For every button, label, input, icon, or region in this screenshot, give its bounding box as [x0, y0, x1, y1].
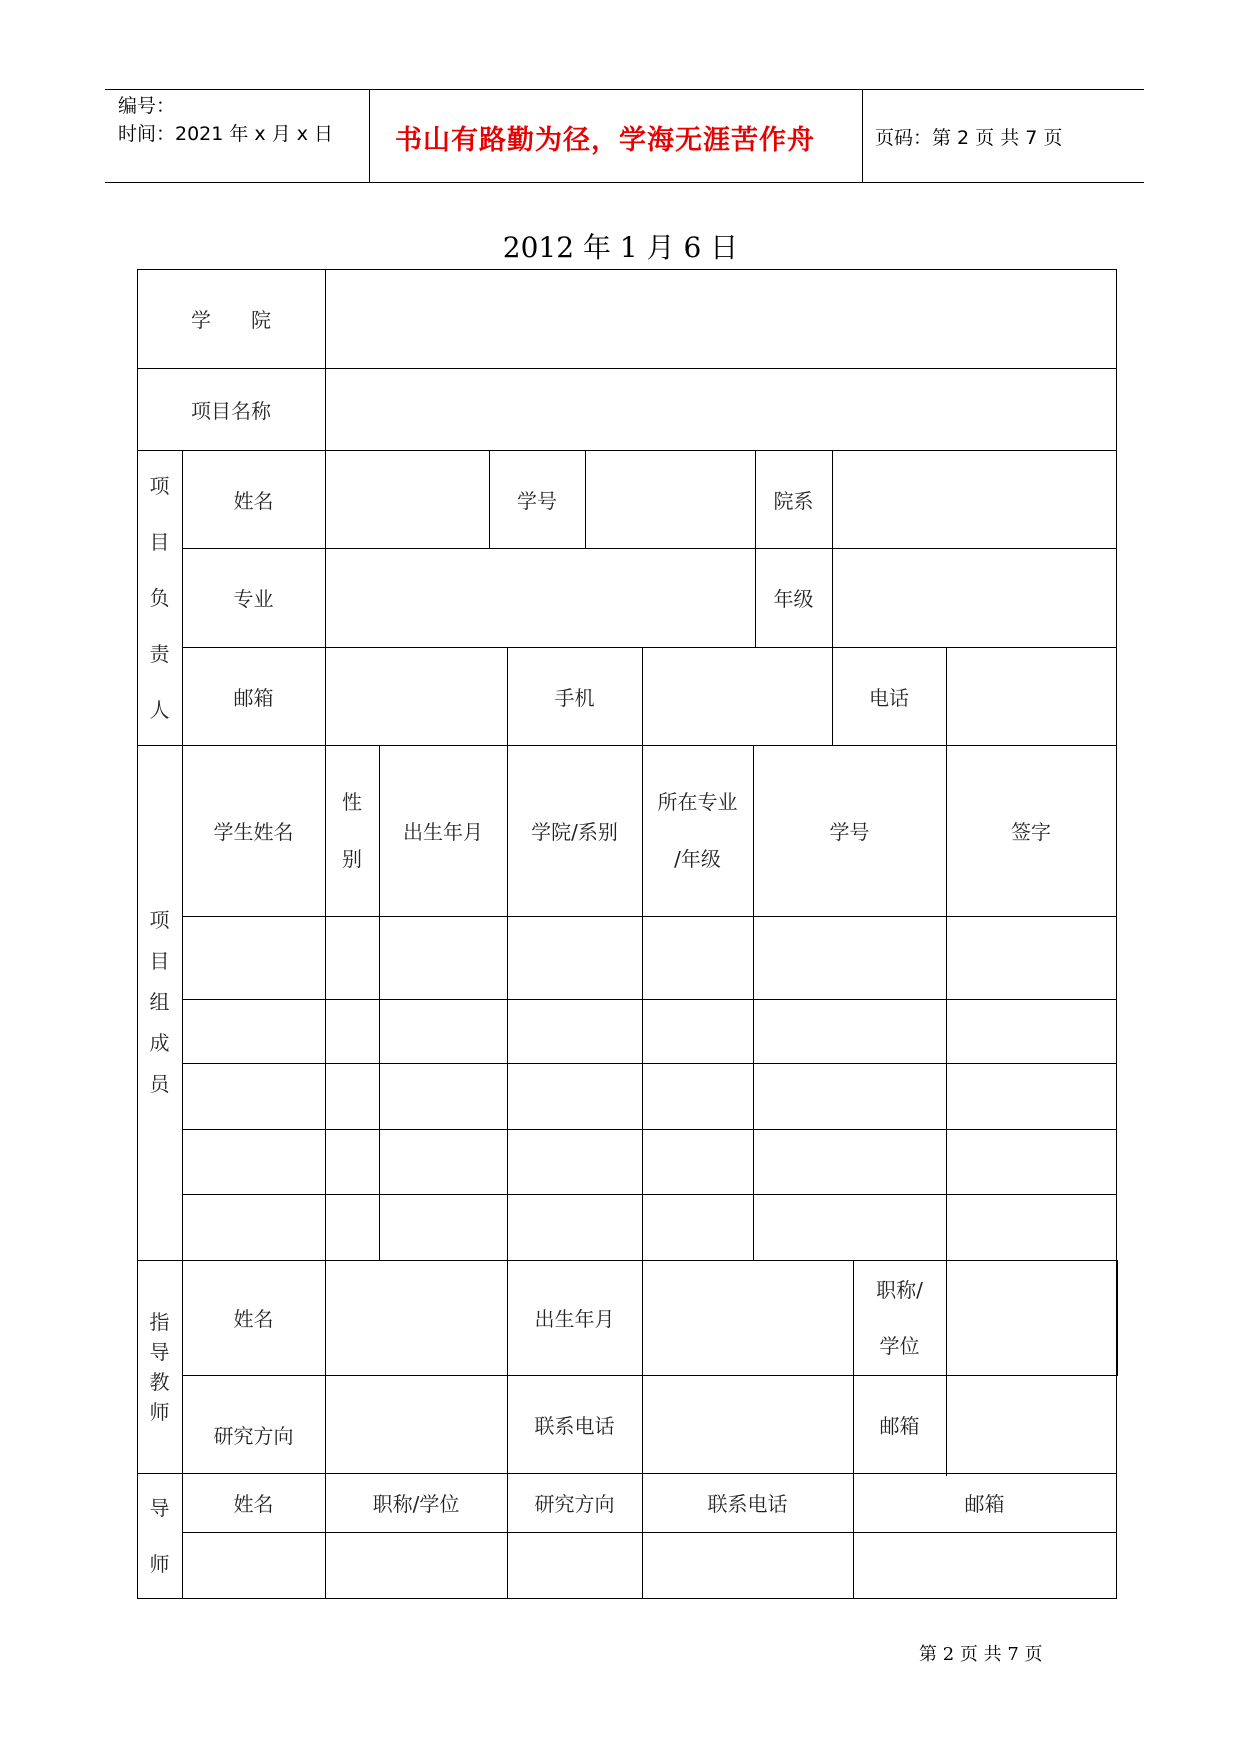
leader-group-char: 责 [149, 641, 170, 666]
leader-group-char: 人 [149, 697, 170, 722]
leader-major-label: 专业 [233, 587, 274, 611]
leader-grade-field[interactable] [833, 549, 1116, 647]
leader-mobile-field[interactable] [643, 648, 832, 745]
advisor-contact-label: 联系电话 [534, 1413, 615, 1438]
form-date-title: 2012 年 1 月 6 日 [502, 231, 739, 264]
leader-mobile-label: 手机 [554, 685, 595, 710]
advisor-title-label-line: 职称/ [876, 1277, 923, 1302]
advisor-birth-label: 出生年月 [534, 1307, 615, 1331]
members-header-college-dept: 学院/系别 [531, 820, 618, 844]
member-row[interactable] [183, 917, 1116, 999]
members-group-char: 项 [149, 908, 170, 932]
header-top-rule [105, 89, 1144, 90]
mentor-contact-label: 联系电话 [707, 1492, 788, 1516]
leader-email-label: 邮箱 [233, 685, 274, 710]
mentor-row[interactable] [183, 1533, 1116, 1598]
leader-email-field[interactable] [326, 648, 507, 745]
advisor-email-field[interactable] [947, 1376, 1116, 1473]
members-group-label [137, 745, 182, 1260]
header-number-label: 编号： [118, 95, 176, 117]
members-group-char: 员 [149, 1072, 170, 1096]
header-page-info: 页码：第 2 页 共 7 页 [875, 127, 1063, 149]
leader-group-char: 负 [149, 585, 170, 610]
leader-department-field[interactable] [833, 451, 1116, 548]
leader-student-id-field[interactable] [586, 451, 755, 548]
member-row[interactable] [183, 1130, 1116, 1194]
members-header-gender-char: 性 [342, 789, 362, 814]
members-header-gender-char: 别 [342, 846, 362, 871]
advisor-group-label [137, 1260, 182, 1473]
advisor-group-char: 导 [149, 1339, 170, 1364]
page-footer: 第 2 页 共 7 页 [919, 1644, 1043, 1665]
form-line [1116, 269, 1117, 1599]
members-group-char: 组 [149, 990, 170, 1014]
leader-name-field[interactable] [326, 451, 489, 548]
leader-grade-label: 年级 [773, 587, 814, 611]
advisor-title-label-line: 学位 [879, 1333, 920, 1358]
header-bottom-rule [105, 182, 1144, 183]
advisor-title-field[interactable] [947, 1261, 1117, 1375]
leader-group-char: 目 [149, 529, 170, 554]
advisor-group-char: 教 [149, 1369, 170, 1394]
members-header-student-name: 学生姓名 [213, 820, 294, 844]
mentor-title-label: 职称/学位 [372, 1492, 460, 1516]
header-divider-right [862, 89, 863, 183]
leader-group-label [137, 450, 182, 745]
leader-name-label: 姓名 [233, 488, 274, 513]
member-row[interactable] [183, 1195, 1116, 1260]
advisor-email-label: 邮箱 [879, 1413, 920, 1438]
header-time-label: 时间：2021 年 x 月 x 日 [118, 123, 334, 145]
advisor-group-char: 指 [149, 1309, 170, 1334]
leader-phone-field[interactable] [947, 648, 1116, 745]
members-header-major-grade-line: /年级 [674, 846, 721, 871]
advisor-research-label: 研究方向 [213, 1424, 294, 1448]
advisor-research-field[interactable] [326, 1376, 507, 1473]
header-divider-left [369, 89, 370, 183]
advisor-birth-field[interactable] [643, 1261, 853, 1375]
mentor-name-label: 姓名 [233, 1492, 274, 1516]
leader-student-id-label: 学号 [517, 488, 557, 513]
members-header-major-grade [642, 745, 753, 916]
mentor-email-label: 邮箱 [964, 1492, 1005, 1516]
leader-phone-label: 电话 [869, 685, 909, 710]
member-row[interactable] [183, 1000, 1116, 1063]
members-header-major-grade-line: 所在专业 [657, 789, 738, 814]
member-row[interactable] [183, 1064, 1116, 1129]
project-name-value-field[interactable] [326, 369, 1116, 450]
advisor-contact-field[interactable] [643, 1376, 853, 1473]
leader-major-field[interactable] [326, 549, 755, 647]
advisor-research-label-wrap [182, 1375, 325, 1473]
header-motto: 书山有路勤为径，学海无涯苦作舟 [395, 125, 815, 156]
leader-department-label: 院系 [773, 488, 814, 513]
mentor-group-label [137, 1473, 182, 1598]
form-line [1117, 1260, 1118, 1376]
leader-group-char: 项 [149, 473, 170, 498]
form-line [137, 1598, 1117, 1599]
advisor-name-field[interactable] [326, 1261, 507, 1375]
members-header-birth: 出生年月 [403, 820, 483, 844]
mentor-group-char: 导 [149, 1495, 170, 1520]
members-group-char: 成 [149, 1031, 170, 1055]
mentor-research-label: 研究方向 [534, 1492, 615, 1516]
project-name-label: 项目名称 [191, 398, 271, 423]
members-header-signature: 签字 [1011, 820, 1051, 844]
members-header-student-id: 学号 [829, 820, 870, 844]
advisor-group-char: 师 [149, 1399, 170, 1424]
members-group-char: 目 [149, 949, 170, 973]
advisor-title-label [853, 1260, 946, 1375]
mentor-group-char: 师 [149, 1551, 170, 1576]
members-header-gender [325, 745, 379, 916]
college-label: 学 院 [191, 308, 271, 332]
advisor-name-label: 姓名 [233, 1307, 274, 1331]
college-value-field[interactable] [326, 270, 1116, 368]
